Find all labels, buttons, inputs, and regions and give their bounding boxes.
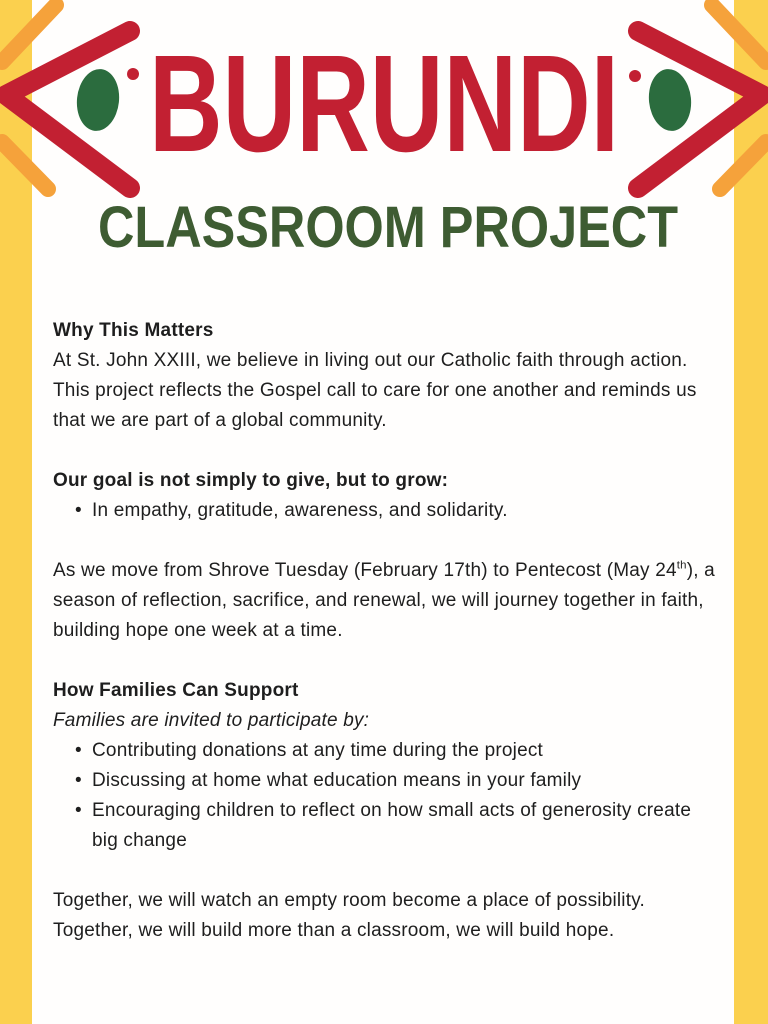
section-season	[53, 556, 719, 646]
section-why-this-matters	[53, 316, 719, 436]
right-red-dot-icon	[629, 70, 641, 82]
page-subtitle: CLASSROOM PROJECT	[98, 195, 678, 260]
section-our-goal	[53, 466, 719, 526]
section-closing	[53, 886, 719, 946]
support-intro: Families are invited to participate by:	[53, 710, 370, 731]
support-heading: How Families Can Support	[53, 680, 299, 701]
closing-line-1: Together, we will watch an empty room become a place of possibility.	[53, 890, 645, 911]
season-paragraph	[53, 556, 719, 646]
why-paragraph: At St. John XXIII, we believe in living out our Catholic faith through action. This project reflects the Gospel call to care for one another and reminds us that we are part of a global community.	[53, 350, 697, 431]
section-family-support	[53, 676, 719, 856]
why-heading: Why This Matters	[53, 320, 214, 341]
list-item: • Encouraging children to reflect on how small acts of generosity create big change	[75, 796, 719, 856]
flyer-body	[53, 300, 719, 976]
orange-stroke-top-left-icon	[2, 5, 56, 62]
season-ordinal-superscript: th	[676, 559, 687, 572]
list-item: • Discussing at home what education means in your family	[75, 766, 719, 796]
goal-heading: Our goal is not simply to give, but to grow:	[53, 470, 449, 491]
list-item: • Contributing donations at any time during the project	[75, 736, 719, 766]
left-green-oval-icon	[74, 67, 122, 133]
header-decoration	[0, 0, 768, 290]
list-item: • In empathy, gratitude, awareness, and solidarity.	[75, 496, 719, 526]
orange-stroke-top-right-icon	[712, 5, 766, 62]
orange-stroke-bottom-right-icon	[720, 142, 766, 189]
page-title: BURUNDI	[149, 27, 619, 181]
season-text-post: ), a season of reflection, sacrifice, and renewal, we will journey together in faith, building hope one week at a time.	[53, 560, 715, 641]
closing-line-2: Together, we will build more than a classroom, we will build hope.	[53, 920, 615, 941]
support-bullet-list	[53, 736, 719, 856]
goal-bullet-list	[53, 496, 719, 526]
right-green-oval-icon	[646, 67, 694, 133]
season-text-pre: As we move from Shrove Tuesday (February 17th) to Pentecost (May 24	[53, 560, 677, 581]
left-red-dot-icon	[127, 68, 139, 80]
orange-stroke-bottom-left-icon	[2, 142, 48, 189]
